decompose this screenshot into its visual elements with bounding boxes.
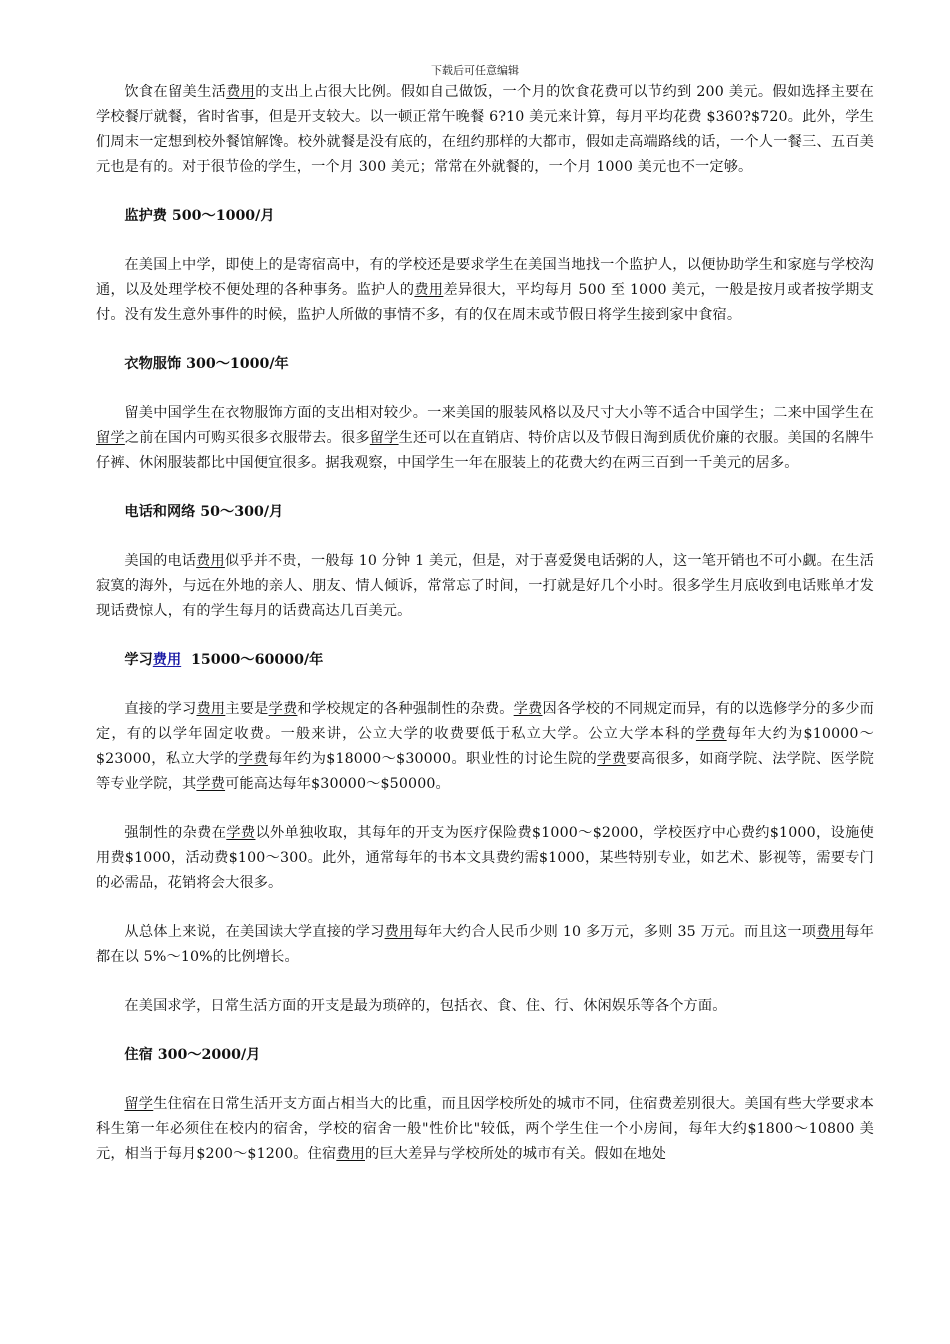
keyword-link[interactable]: 费用 [196,701,226,717]
paragraph-food: 饮食在留美生活费用的支出上占很大比例。假如自己做饭，一个月的饮食花费可以节约到 200 美元。假如选择主要在学校餐厅就餐，省时省事，但是开支较大。以一顿正常午晚餐 6?10 美元来计算，每月平均花费 $360?$720。此外，学生们周末一定想到校外餐馆解馋。校外就餐是没有底的，在纽约那样的大都市，假如走高端路线的话，一个人一餐三、五百美元也是有的。对于很节俭的学生，一个月 300 美元；常常在外就餐的，一个月 1000 美元也不一定够。 [96,84,874,175]
keyword-link[interactable]: 费用 [336,1146,365,1162]
keyword-link[interactable]: 学费 [597,751,627,767]
paragraph-daily-life: 在美国求学，日常生活方面的开支是最为琐碎的，包括衣、食、住、行、休闲娱乐等各个方面。 [124,998,727,1014]
heading-phone-internet: 电话和网络 50～300/月 [124,504,284,520]
keyword-link[interactable]: 费用 [816,924,846,940]
keyword-link[interactable]: 学费 [513,701,543,717]
paragraph-housing: 留学生住宿在日常生活开支方面占相当大的比重，而且因学校所处的城市不同，住宿费差别很大。美国有些大学要求本科生第一年必须住在校内的宿舍，学校的宿舍一般"性价比"较低，两个学生住一个小房间，每年大约$1800～10800 美元，相当于每月$200～$1200。住宿费用的巨大差异与学校所处的城市有关。假如在地处 [96,1096,874,1162]
keyword-link[interactable]: 学费 [238,751,268,767]
paragraph-tuition: 直接的学习费用主要是学费和学校规定的各种强制性的杂费。学费因各学校的不同规定而异，有的以选修学分的多少而定，有的以学年固定收费。一般来讲，公立大学的收费要低于私立大学。公立大学本科的学费每年大约为$10000～$23000，私立大学的学费每年约为$18000～$30000。职业性的讨论生院的学费要高很多，如商学院、法学院、医学院等专业学院，其学费可能高达每年$30000～$50000。 [96,701,874,792]
heading-keyword-link[interactable]: 费用 [152,652,182,668]
heading-housing: 住宿 300～2000/月 [124,1047,261,1063]
page-header: 下载后可任意编辑 [431,64,519,77]
keyword-link[interactable]: 学费 [226,825,256,841]
keyword-link[interactable]: 学费 [695,726,727,742]
paragraph-clothing: 留美中国学生在衣物服饰方面的支出相对较少。一来美国的服装风格以及尺寸大小等不适合中国学生；二来中国学生在留学之前在国内可购买很多衣服带去。很多留学生还可以在直销店、特价店以及节假日淘到质优价廉的衣服。美国的名牌牛仔裤、休闲服装都比中国便宜很多。据我观察，中国学生一年在服装上的花费大约在两三百到一千美元的居多。 [96,405,874,471]
keyword-link[interactable]: 费用 [196,553,225,569]
keyword-link[interactable]: 学费 [196,776,226,792]
paragraph-phone: 美国的电话费用似乎并不贵，一般每 10 分钟 1 美元，但是，对于喜爱煲电话粥的人，这一笔开销也不可小觑。在生活寂寞的海外，与远在外地的亲人、朋友、情人倾诉，常常忘了时间，一打就是好几个小时。很多学生月底收到电话账单才发现话费惊人，有的学生每月的话费高达几百美元。 [96,553,874,619]
paragraph-mandatory-fees: 强制性的杂费在学费以外单独收取，其每年的开支为医疗保险费$1000～$2000，学校医疗中心费约$1000，设施使用费$1000，活动费$100～300。此外，通常每年的书本文具费约需$1000，某些特别专业，如艺术、影视等，需要专门的必需品，花销将会大很多。 [96,825,874,891]
keyword-link[interactable]: 留学 [124,1096,154,1112]
paragraph-overall-cost: 从总体上来说，在美国读大学直接的学习费用每年大约合人民币少则 10 多万元，多则 35 万元。而且这一项费用每年都在以 5%～10%的比例增长。 [96,924,874,965]
keyword-link[interactable]: 费用 [226,84,256,100]
keyword-link[interactable]: 费用 [414,282,444,298]
document-body [96,80,874,1167]
keyword-link[interactable]: 费用 [384,924,414,940]
heading-guardian-fee: 监护费 500～1000/月 [124,208,275,224]
heading-study-cost: 学习费用 15000～60000/年 [124,652,324,668]
heading-clothing: 衣物服饰 300～1000/年 [124,356,289,372]
keyword-link[interactable]: 学费 [268,701,298,717]
keyword-link[interactable]: 留学 [369,430,399,446]
keyword-link[interactable]: 留学 [96,430,125,446]
paragraph-guardian: 在美国上中学，即使上的是寄宿高中，有的学校还是要求学生在美国当地找一个监护人，以便协助学生和家庭与学校沟通，以及处理学校不便处理的各种事务。监护人的费用差异很大，平均每月 500 至 1000 美元，一般是按月或者按学期支付。没有发生意外事件的时候，监护人所做的事情不多，有的仅在周末或节假日将学生接到家中食宿。 [96,257,874,323]
